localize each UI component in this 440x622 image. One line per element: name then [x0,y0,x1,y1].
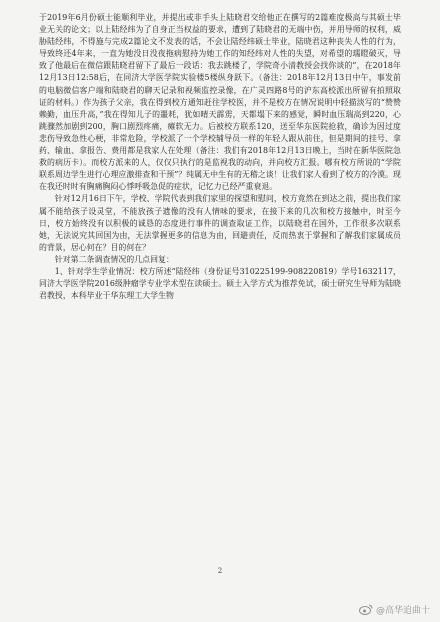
page-number: 2 [217,567,223,575]
weibo-icon [359,604,373,615]
paragraph: 于2019年6月份硕士能顺利毕业，并提出或非手头上陆晓君交给他正在撰写的2篇难度极高与其硕士毕业无关的论文；以上陆经纬为了自身正当权益的要求，遭到了陆晓君的无端中伤，并用导师的权利，威胁陆经纬，不得施与完成2篇论文不发表的话，不会让陆经纬硕士毕业，陆晓君这种丧失人性的行为，导致终还4年来，一直为她没日没夜拖病慰持为她工作的知经纬对人性的失望，对希望的瓀瞪破灭，导致了他最后在微信跟陆晓君留下了最后一段话：我去跳楼了，学院奇小清教授会找你谈的”，在2018年12月13日12:58后，在同济大学医学院实验楼5楼纵身跃下。（备注：2018年12月13日中午，事发前的电脑微信客户端和陆晓君的聊天记录和视频监控录像，在广灵四路8号的沪东高校派出所留有拍照取证的材料。）作为孩子父亲，我在得到校方通知赶往学校医，并不是校方在情况说明中轻描淡写的“赞赞赖勤，血压升高，”我在得知儿子的噩耗，犹如晴天霹雳，天都塌下来的感觉，瞬时血压瑞高到220，心跳骤然加剧到200，胸口剧烈疼痛，瘫软无力。后被校方联系120，送至华东医院抢救，确诊为因过度悲伤导致急性心梗，非常危险，学校派了一个学校辅导员一样的年轻人跟从前住，但是期间的挂号、拿药、输血、拿报告、费用都是我家人在处理（备注：我们有2018年12月13日晚上，当时在新华医院急救的病历卡）。而校方派来的人，仅仅只执行的是监视我的动向，并向校方汇报。哪有校方所说的“学院联系周边学生进行心理应激排查和干预”？纯属无中生有的无稽之谈！让我们家人看到了校方的冷漠。现在我还时时有胸痛胸闷心悸呼吸急促的症状，记忆力已经严重衰退。 [39,13,401,192]
watermark [359,603,430,616]
list-item: 1、针对学生学业情况：校方所述“陆经纬（身份证号310225199-908220819）学号1632117，同济大学医学院2016级肿瘤学专业学术型在读硕士。硕士入学方式为推荐免试，硕士研究生导师为陆晓君教授，本科毕业于华东理工大学生物 [39,266,401,301]
paragraph: 针对12月16日下午，学校、学院代表到我们家里的探望和慰问，校方竟然在到达之前，提出我们家属不能给孩子设灵堂，不能放孩子遗像的没有人情味的要求，在接下来的几次和校方接触中，时至今日，校方始终没有以积极的诚恳的态度进行事件的调查取证工作，以陆晓君在国外，工作很多次联系她，无法说究其回国为由，无法掌握更多的信息为由，回避责任，反而热衷于掌握和了解我们家属成员的背景，居心何在？目的何在？ [39,194,401,252]
document-body [39,12,401,302]
paragraph: 针对第二条调查情况的几点回复： [54,254,174,264]
watermark-text: @高华追曲十 [375,606,430,616]
